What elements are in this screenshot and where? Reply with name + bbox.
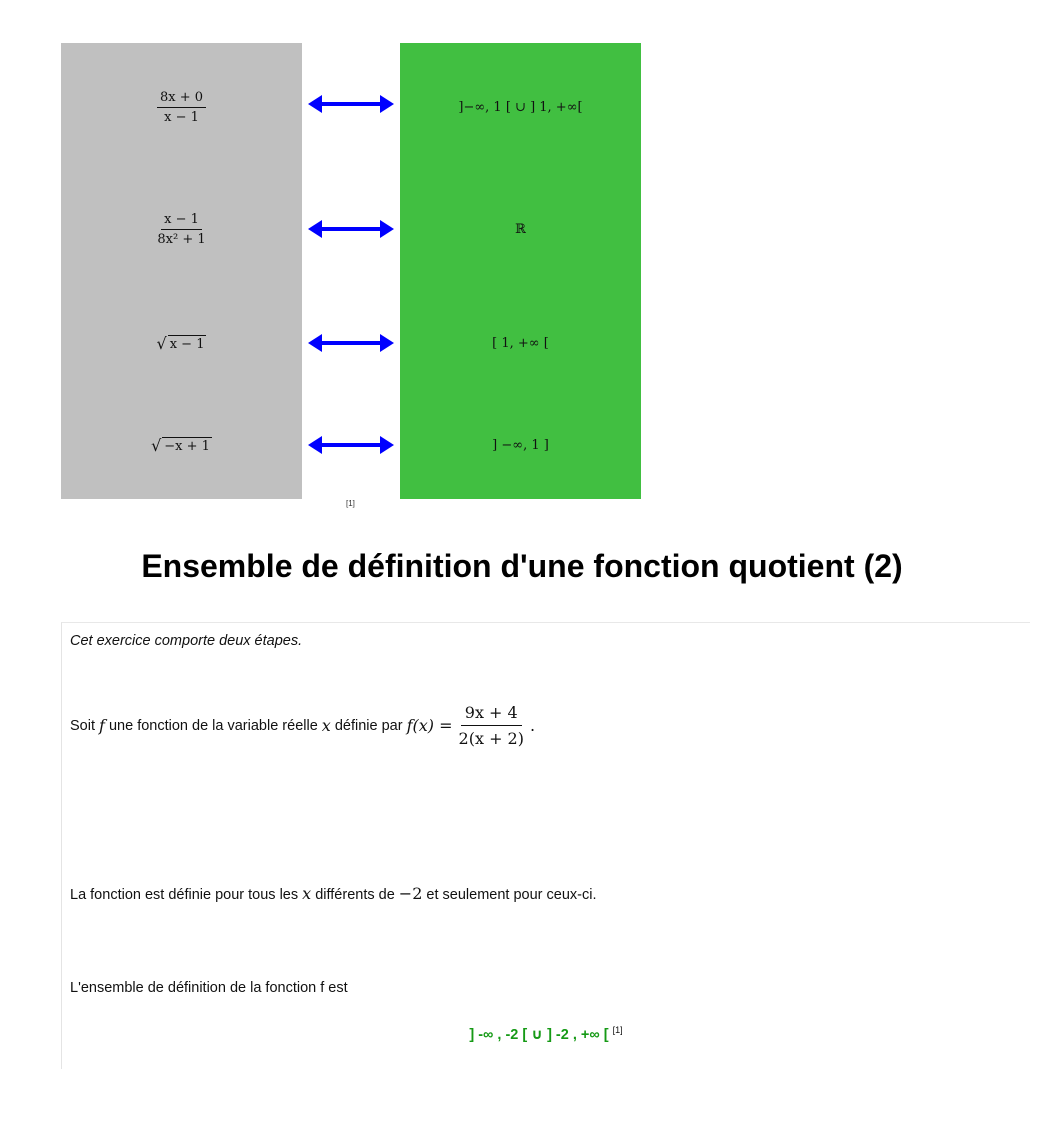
domain-item: ] −∞, 1 ] bbox=[492, 437, 549, 453]
fraction bbox=[154, 212, 208, 247]
radicand: −x + 1 bbox=[164, 438, 210, 454]
domain-item: ℝ bbox=[515, 221, 526, 237]
function-definition bbox=[70, 703, 535, 748]
double-arrow-icon bbox=[306, 92, 396, 116]
result-statement bbox=[70, 884, 596, 903]
domain-item: [ 1, +∞ [ bbox=[492, 335, 549, 351]
square-root: √ x − 1 bbox=[156, 333, 205, 353]
double-arrow-icon bbox=[306, 433, 396, 457]
def-soit: Soit bbox=[70, 717, 95, 734]
page-title: Ensemble de définition d'une fonction quotient (2) bbox=[141, 548, 903, 584]
math-x: x bbox=[302, 884, 312, 903]
function-item bbox=[61, 209, 302, 249]
function-item bbox=[61, 331, 302, 355]
fraction bbox=[157, 90, 206, 125]
numerator: x − 1 bbox=[161, 212, 202, 230]
function-item bbox=[61, 87, 302, 127]
numerator: 9x + 4 bbox=[461, 703, 522, 726]
def-text-1: une fonction de la variable réelle bbox=[108, 717, 318, 734]
functions-panel bbox=[61, 43, 302, 499]
math-x: x bbox=[321, 716, 331, 735]
def-text-2: définie par bbox=[334, 717, 403, 734]
math-value: −2 bbox=[398, 884, 423, 903]
double-arrow-icon bbox=[306, 331, 396, 355]
footnote-ref[interactable]: [1] bbox=[346, 499, 355, 508]
answer-domain bbox=[62, 1025, 1030, 1043]
numerator: 8x + 0 bbox=[157, 90, 206, 108]
math-lhs: f(x) = bbox=[406, 716, 453, 735]
def-end: . bbox=[529, 716, 536, 735]
denominator: 8x² + 1 bbox=[157, 231, 206, 247]
function-item bbox=[61, 433, 302, 457]
denominator: 2(x + 2) bbox=[458, 729, 524, 748]
ensemble-statement: L'ensemble de définition de la fonction f est bbox=[70, 980, 348, 996]
answer-text: ] -∞ , -2 [ ∪ ] -2 , +∞ [ bbox=[469, 1026, 609, 1043]
exercise-box bbox=[61, 622, 1030, 1069]
domains-panel bbox=[400, 43, 641, 499]
denominator: x − 1 bbox=[164, 109, 199, 125]
result-text-1: La fonction est définie pour tous les bbox=[70, 887, 299, 903]
result-text-2: différents de bbox=[315, 887, 395, 903]
square-root: √ −x + 1 bbox=[151, 435, 210, 455]
exercise-intro: Cet exercice comporte deux étapes. bbox=[70, 633, 303, 649]
radicand: x − 1 bbox=[169, 336, 205, 352]
math-f: f bbox=[99, 716, 105, 735]
fraction bbox=[455, 703, 528, 748]
footnote-ref[interactable]: [1] bbox=[612, 1025, 623, 1035]
domain-item: ]−∞, 1 [ ∪ ] 1, +∞[ bbox=[458, 99, 583, 115]
double-arrow-icon bbox=[306, 217, 396, 241]
result-text-3: et seulement pour ceux-ci. bbox=[426, 887, 597, 903]
